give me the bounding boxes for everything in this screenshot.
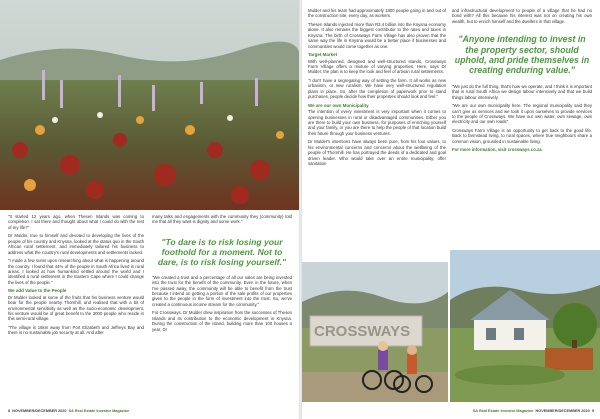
right-footer (473, 409, 594, 413)
section-heading: We add Value to the People (8, 288, 67, 294)
paragraph: many talks and engagements with the community they (community) told me that all they want is dignity and some work." (152, 214, 292, 225)
page-number: 8 (8, 409, 11, 413)
crossways-sign-text: CROSSWAYS (314, 323, 411, 340)
paragraph: "I made a few sums upon researching about what is happening around the country. I found that 44% of the people in South Africa lived in rural areas. I looked at how humankind settled around the world and I identified a rural settlement in the Eastern Cape where I could change the lives of the people." (8, 258, 144, 285)
paragraph: Thesen Islands injected more than R3.4 billion into the Knysna economy alone. It also remains the biggest contributor to the rates and taxes in Knysna. The birth of Crossways Farm Village has also proven that the same way the life in Knysna would be a better place if businesses and communities would come together as one. (308, 22, 446, 49)
right-column-1 (308, 8, 446, 170)
paragraph: Crossways Farm Village is an opportunity to get back to the good life. Back to farmstead living, to rural spaces, where true neighbours share a common vision, grounded in sustainable living. (452, 128, 592, 144)
farmhouse-photo (450, 250, 600, 402)
wildflower-field-photo (0, 0, 300, 210)
paragraph: "The village is 16km away from Port Elizabeth and Jeffreys Bay and there is no sustainable job security at all. And after (8, 325, 144, 336)
paragraph: Dr Mulder's intentions have always been pure, from his four values, to his environmental concerns and concerns about the wellbeing of the people of Thornhill. He has portrayed the deeds of a dedicated and goal driven leader. Who would take over an entire municipality, offer sanitation (308, 139, 446, 167)
section-heading: Target Market (308, 52, 338, 58)
left-column-2 (152, 214, 292, 335)
left-column-1 (8, 214, 144, 339)
paragraph: Dr Mulder, true to himself and devoted to developing the lives of the people of his country and Knysna, looked at the status quo in the South African rural settlement, and immediately tailored his business to address what the country's rural developments and settlements lacked. (8, 233, 144, 255)
page-number: 9 (591, 409, 594, 413)
paragraph: "We created a trust and a percentage of all our sales are being invested into the trust for the benefit of the community. Even in the future, when I've passed away, the community will be able to benefit from the trust because I intend on getting a portion of the sale profits of our properties given to the people in the form of investment into the trust. So, we've created a continuous income stream for the community." (152, 274, 292, 307)
paragraph: "We just do the full thing, that's how we operate, and I think it is important that in rural South Africa we design labour intensively and that we build things labour intensively. (452, 83, 592, 100)
section-heading: We are our own Municipality (308, 102, 369, 108)
pull-quote: "To dare is to risk losing your foothold for a moment. Not to dare, is to risk losing yourself." (157, 236, 287, 267)
right-column-2 (452, 8, 592, 156)
paragraph: "We are our own municipality here. The regional municipality said they can't give us services and we took it upon ourselves to provide services to the people of Crossways. We have our own water, own sewage, own electricity and our own roads" (452, 103, 592, 125)
paragraph: With well-planned, designed and well-structured stands, Crossways Farm Village offers a mixture of varying properties. Here, says Dr Mulder, the plan is to keep the look and feel of artisan rural settlements. (308, 58, 446, 75)
paragraph: "It started 12 years ago, when Thesen Islands was coming to completion. I sat there and thought about what I could do with the rest of my life?" (8, 214, 144, 230)
paragraph: "I don't have a segregating way of setting the farm. It all works as new urbanism, or new ruralism. We have very well-structured regulation plans in place. So, after the completion of paperwork prior to stand purchases, people decide how their properties should look and feel." (308, 78, 446, 100)
paragraph: The intention of every investment is very important when it comes to opening businesses in rural or disadvantaged communities. Either you are there to build your own business, for purposes of enriching yourself and your family, or you are there to help the people of that location build their future through your business ventures. (308, 109, 446, 136)
crossways-cyclists-photo (302, 262, 448, 402)
issue-date: NOVEMBER/DECEMBER 2020 (12, 409, 67, 413)
issue-date: NOVEMBER/DECEMBER 2020 (535, 409, 590, 413)
paragraph: and infrastructural development to people of a village that he had no bond with? All this because his interest was not on creating his own wealth, but to enrich himself and the dwellers in that village. (452, 8, 592, 24)
paragraph: Dr Mulder looked at some of the fruits that his business venture would bear for the people nearby Thornhill, and realised that with a bit of environmental sensitivity as well as the socio-economic development, his venture would be of great benefit to the 3000 people who reside in this semi-rural village. (8, 294, 144, 322)
magazine-name: SA Real Estate Investor Magazine (68, 409, 130, 413)
pull-quote: "Anyone intending to invest in the property sector, should uphold, and pride themselves in creating enduring value." (454, 34, 590, 76)
magazine-name: SA Real Estate Investor Magazine (472, 409, 534, 413)
paragraph: Mulder and his team had approximately 1800 people going in and out of the construction site, every day, as workers. (308, 8, 446, 19)
right-page (302, 0, 600, 419)
left-footer (8, 409, 129, 413)
paragraph: For Crossways, Dr Mulder drew inspiration from the successes of Thesen Islands and its contribution to the economic development in Knysna. During the construction of the island, building more than 100 houses a year, Dr (152, 310, 292, 332)
more-info-link[interactable]: For more information, visit crossways.co.za. (452, 147, 543, 153)
